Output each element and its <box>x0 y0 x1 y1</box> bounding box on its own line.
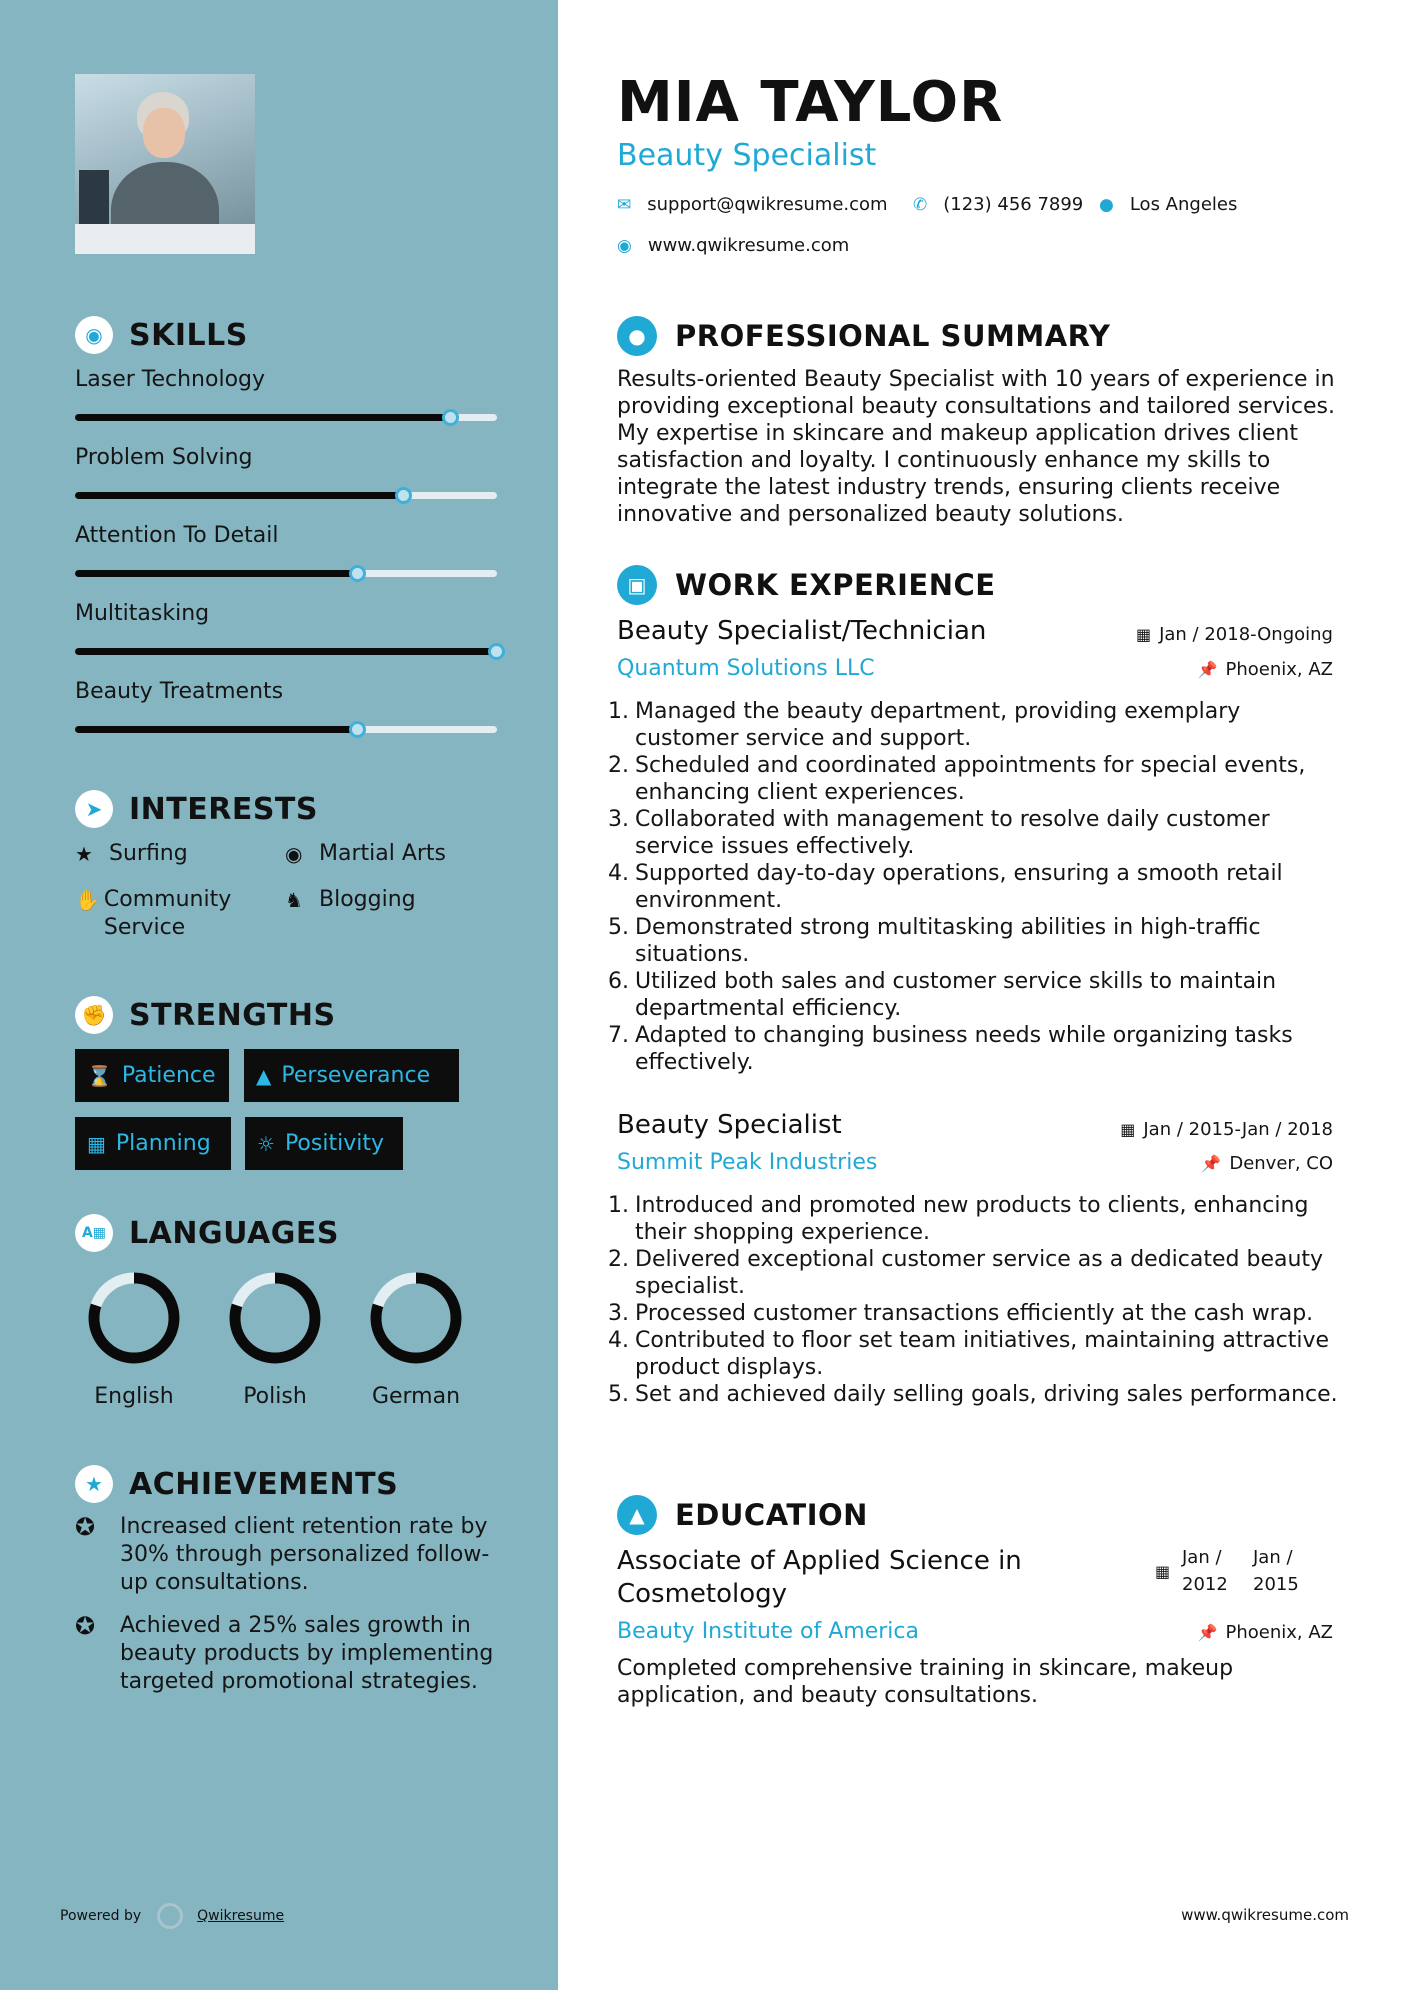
skill-name: Laser Technology <box>75 367 266 392</box>
phone-icon: ✆ <box>913 194 928 215</box>
skill-bar <box>75 570 497 577</box>
contact-location: ● Los Angeles <box>1099 194 1238 215</box>
interest-item: ◉ Martial Arts <box>285 841 447 866</box>
language-ring <box>227 1270 323 1366</box>
graduate-icon: ▲ <box>617 1495 657 1535</box>
pushpin-icon: 📌 <box>1201 1154 1222 1173</box>
summary-heading: ● PROFESSIONAL SUMMARY <box>617 316 1110 356</box>
language-label: German <box>371 1384 461 1409</box>
languages-heading: A▦ LANGUAGES <box>75 1214 339 1252</box>
job-role: Beauty Specialist <box>617 1110 842 1140</box>
achievement-item: ✪ Increased client retention rate by 30% through personalized follow-up consultations. <box>75 1513 490 1595</box>
star-badge-icon: ★ <box>75 1465 113 1503</box>
skill-bar <box>75 726 497 733</box>
qwikresume-logo-icon <box>157 1903 183 1929</box>
strengths-heading: ✊ STRENGTHS <box>75 996 336 1034</box>
education-end: Jan / 2015 <box>1253 1547 1299 1595</box>
education-heading: ▲ EDUCATION <box>617 1495 868 1535</box>
lightbulb-icon: ◉ <box>75 316 113 354</box>
duty-item: 7. Adapted to changing business needs while organizing tasks effectively. <box>608 1023 1293 1075</box>
users-icon: ♞ <box>285 888 303 912</box>
achievement-item: ✪ Achieved a 25% sales growth in beauty products by implementing targeted promotional strategies. <box>75 1612 494 1694</box>
hourglass-icon: ⌛ <box>87 1063 112 1088</box>
language-item <box>64 1270 204 1409</box>
skills-heading: ◉ SKILLS <box>75 316 248 354</box>
powered-by: Powered by Qwikresume <box>60 1903 284 1929</box>
job-dates: ▦ Jan / 2015-Jan / 2018 <box>1120 1119 1333 1140</box>
job-company: Summit Peak Industries <box>617 1150 878 1175</box>
duty-item: 3. Processed customer transactions efficiently at the cash wrap. <box>608 1301 1314 1326</box>
paper-plane-icon: ➤ <box>75 790 113 828</box>
interest-item: ✋ Community Service <box>75 887 232 940</box>
interest-item: ♞ Blogging <box>285 887 416 912</box>
calendar-icon: ▦ <box>1135 625 1152 644</box>
job-role: Beauty Specialist/Technician <box>617 616 987 646</box>
duty-item: 1. Managed the beauty department, providing exemplary customer service and support. <box>608 699 1241 751</box>
star-icon: ✪ <box>75 1513 96 1541</box>
candidate-title: Beauty Specialist <box>617 138 877 173</box>
fist-icon: ✊ <box>75 996 113 1034</box>
duty-item: 2. Scheduled and coordinated appointments for special events, enhancing client experiences. <box>608 753 1306 805</box>
duty-item: 3. Collaborated with management to resolve daily customer service issues effectively. <box>608 807 1270 859</box>
star-icon: ★ <box>75 842 93 866</box>
language-ring <box>368 1270 464 1366</box>
strength-badge: ▦ Planning <box>75 1117 231 1170</box>
skill-bar <box>75 492 497 499</box>
road-icon: ▲ <box>256 1063 272 1088</box>
language-item <box>346 1270 486 1409</box>
hand-icon: ✋ <box>75 888 100 912</box>
education-start: Jan / 2012 <box>1182 1547 1228 1595</box>
skill-bar <box>75 414 497 421</box>
user-icon: ● <box>617 316 657 356</box>
language-ring <box>86 1270 182 1366</box>
education-school: Beauty Institute of America <box>617 1619 919 1644</box>
skill-name: Attention To Detail <box>75 523 279 548</box>
skill-bar <box>75 648 497 655</box>
strength-badge: ▲ Perseverance <box>244 1049 459 1102</box>
duty-item: 6. Utilized both sales and customer service skills to maintain departmental efficiency. <box>608 969 1277 1021</box>
calendar-icon: ▦ <box>1120 1120 1136 1139</box>
contact-website[interactable]: ◉ www.qwikresume.com <box>617 235 850 256</box>
duty-item: 5. Set and achieved daily selling goals, driving sales performance. <box>608 1382 1338 1407</box>
job-location: 📌 Phoenix, AZ <box>1197 659 1333 680</box>
calendar-icon: ▦ <box>87 1131 106 1156</box>
skill-name: Beauty Treatments <box>75 679 284 704</box>
language-label: English <box>94 1384 174 1409</box>
language-item <box>205 1270 345 1409</box>
strength-badge: ⌛ Patience <box>75 1049 229 1102</box>
contact-phone[interactable]: ✆ (123) 456 7899 <box>913 194 1084 215</box>
envelope-icon: ✉ <box>617 194 632 215</box>
map-pin-icon: ● <box>1099 194 1114 215</box>
sun-icon: ☼ <box>257 1131 275 1156</box>
strength-badge: ☼ Positivity <box>245 1117 403 1170</box>
job-company: Quantum Solutions LLC <box>617 656 875 681</box>
job-dates: ▦ Jan / 2018-Ongoing <box>1135 624 1333 645</box>
education-degree: Associate of Applied Science in Cosmetology <box>617 1546 1022 1609</box>
podium-icon: ▣ <box>617 565 657 605</box>
translate-icon: A▦ <box>75 1214 113 1252</box>
duty-item: 2. Delivered exceptional customer service as a dedicated beauty specialist. <box>608 1247 1324 1299</box>
globe-icon: ◉ <box>617 235 632 256</box>
education-text: Completed comprehensive training in skincare, makeup application, and beauty consultations. <box>617 1656 1234 1708</box>
duty-item: 4. Supported day-to-day operations, ensuring a smooth retail environment. <box>608 861 1283 913</box>
star-icon: ✪ <box>75 1612 96 1640</box>
skill-name: Multitasking <box>75 601 210 626</box>
experience-heading: ▣ WORK EXPERIENCE <box>617 565 996 605</box>
globe-icon: ◉ <box>285 842 303 866</box>
profile-photo <box>75 74 255 254</box>
footer-url[interactable]: www.qwikresume.com <box>1181 1906 1349 1924</box>
interests-heading: ➤ INTERESTS <box>75 790 318 828</box>
education-location: 📌 Phoenix, AZ <box>1197 1622 1333 1643</box>
duty-item: 1. Introduced and promoted new products to clients, enhancing their shopping experience. <box>608 1193 1309 1245</box>
job-location: 📌 Denver, CO <box>1201 1153 1333 1174</box>
duty-item: 5. Demonstrated strong multitasking abilities in high-traffic situations. <box>608 915 1261 967</box>
achievements-heading: ★ ACHIEVEMENTS <box>75 1465 398 1503</box>
language-label: Polish <box>243 1384 307 1409</box>
brand-link[interactable]: Qwikresume <box>197 1908 285 1924</box>
calendar-icon: ▦ <box>1155 1562 1171 1581</box>
pushpin-icon: 📌 <box>1197 660 1218 679</box>
interest-item: ★ Surfing <box>75 841 188 866</box>
sidebar <box>0 0 558 1990</box>
job-duties <box>608 1192 1338 1408</box>
summary-text: Results-oriented Beauty Specialist with 10 years of experience in providing exceptional beauty consultations and tailored services. My expertise in skincare and makeup application drives client satisfaction and loyalty. I continuously enhance my skills to integrate the latest industry trends, ensuring clients receive innovative and personalized beauty solutions. <box>617 367 1335 527</box>
contact-email[interactable]: ✉ support@qwikresume.com <box>617 194 888 215</box>
skill-name: Problem Solving <box>75 445 253 470</box>
duty-item: 4. Contributed to floor set team initiatives, maintaining attractive product displays. <box>608 1328 1330 1380</box>
candidate-name: MIA TAYLOR <box>617 70 1004 135</box>
job-duties <box>608 698 1338 1076</box>
pushpin-icon: 📌 <box>1197 1623 1218 1642</box>
